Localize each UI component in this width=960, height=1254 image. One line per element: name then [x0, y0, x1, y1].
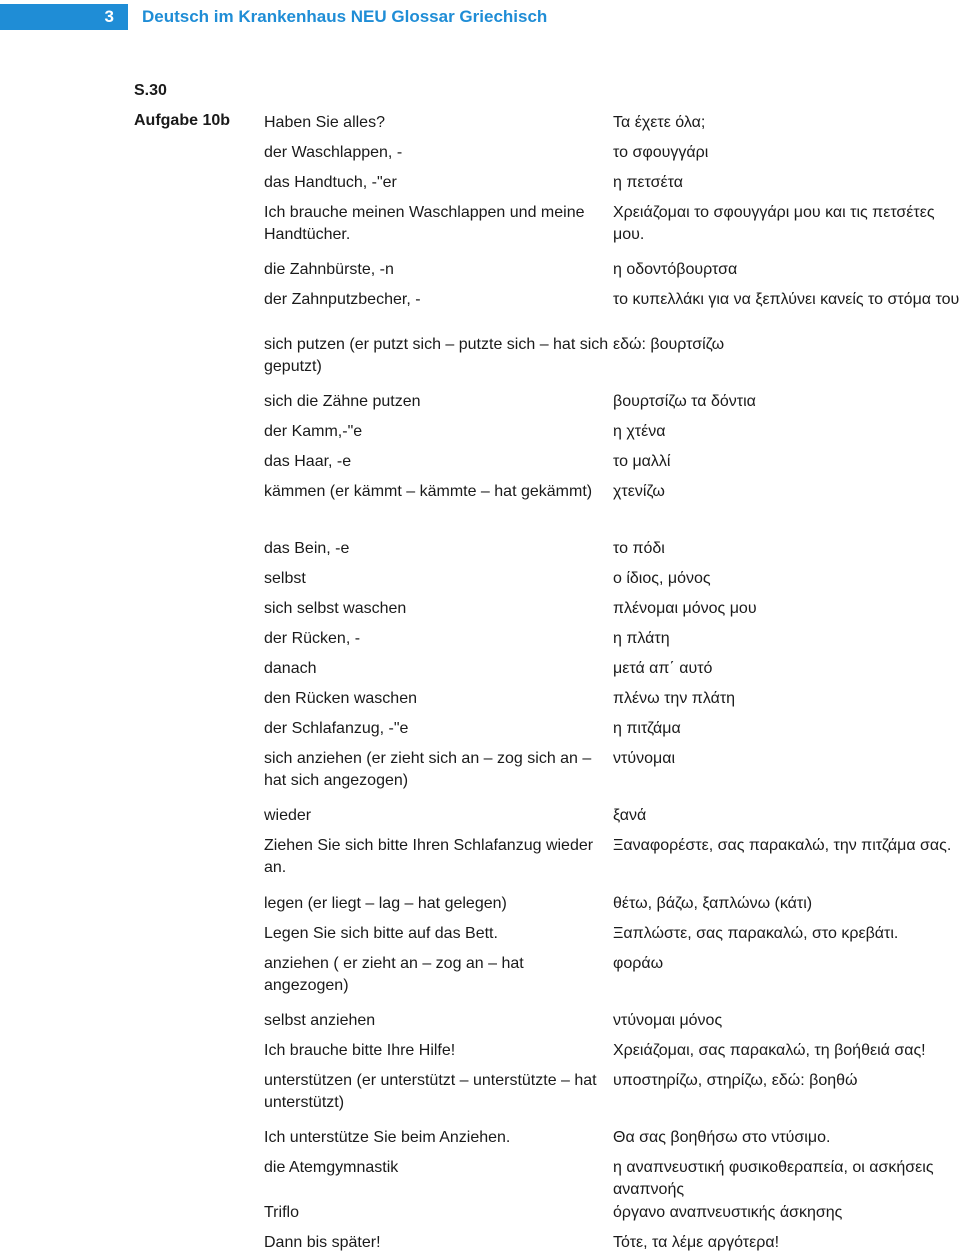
german-term: Dann bis später! [264, 1234, 381, 1251]
german-term: das Bein, -e [264, 540, 350, 557]
german-term: Ziehen Sie sich bitte Ihren Schlafanzug wieder an. [264, 837, 598, 876]
greek-translation: το σφουγγάρι [613, 144, 709, 161]
greek-translation: Ξαναφορέστε, σας παρακαλώ, την πιτζάμα σας. [613, 837, 952, 854]
greek-translation: ντύνομαι μόνος [613, 1012, 723, 1029]
german-term: Ich unterstütze Sie beim Anziehen. [264, 1129, 511, 1146]
german-term: der Schlafanzug, -"e [264, 720, 409, 737]
greek-translation: βουρτσίζω τα δόντια [613, 393, 756, 410]
german-term: anziehen ( er zieht an – zog an – hat angezogen) [264, 955, 529, 994]
german-term: unterstützen (er unterstützt – unterstützte – hat unterstützt) [264, 1072, 602, 1111]
german-term: das Haar, -e [264, 453, 352, 470]
greek-translation: Ξαπλώστε, σας παρακαλώ, στο κρεβάτι. [613, 925, 899, 942]
german-term: die Atemgymnastik [264, 1159, 399, 1176]
greek-translation: ντύνομαι [613, 750, 675, 767]
greek-translation: Θα σας βοηθήσω στο ντύσιμο. [613, 1129, 831, 1146]
german-term: sich putzen (er putzt sich – putzte sich – hat sich geputzt) [264, 336, 613, 375]
greek-translation: πλένω την πλάτη [613, 690, 736, 707]
greek-translation: το πόδι [613, 540, 665, 557]
german-term: der Waschlappen, - [264, 144, 403, 161]
german-term: den Rücken waschen [264, 690, 417, 707]
german-term: Legen Sie sich bitte auf das Bett. [264, 925, 498, 942]
greek-translation: μετά απ΄ αυτό [613, 660, 713, 677]
greek-translation: πλένομαι μόνος μου [613, 600, 757, 617]
german-term: der Kamm,-"e [264, 423, 363, 440]
greek-translation: φοράω [613, 955, 664, 972]
task-label: Aufgabe 10b [134, 112, 231, 129]
greek-translation: θέτω, βάζω, ξαπλώνω (κάτι) [613, 895, 813, 912]
greek-translation: η οδοντόβουρτσα [613, 261, 738, 278]
german-term: selbst [264, 570, 306, 587]
greek-translation: η χτένα [613, 423, 666, 440]
german-term: die Zahnbürste, -n [264, 261, 394, 278]
greek-translation: το μαλλί [613, 453, 671, 470]
german-term: sich anziehen (er zieht sich an – zog sich an – hat sich angezogen) [264, 750, 596, 789]
greek-translation: η πετσέτα [613, 174, 683, 191]
greek-translation: Τότε, τα λέμε αργότερα! [613, 1234, 780, 1251]
header-bar [0, 4, 960, 30]
german-term: der Zahnputzbecher, - [264, 291, 421, 308]
greek-translation: η πιτζάμα [613, 720, 681, 737]
document-title: Deutsch im Krankenhaus NEU Glossar Griechisch [142, 7, 548, 26]
german-term: das Handtuch, -"er [264, 174, 397, 191]
greek-translation: η πλάτη [613, 630, 670, 647]
german-term: der Rücken, - [264, 630, 361, 647]
greek-translation: χτενίζω [613, 483, 665, 500]
greek-translation: υποστηρίζω, στηρίζω, εδώ: βοηθώ [613, 1072, 858, 1089]
german-term: legen (er liegt – lag – hat gelegen) [264, 895, 507, 912]
german-term: selbst anziehen [264, 1012, 376, 1029]
greek-translation: Χρειάζομαι, σας παρακαλώ, τη βοήθειά σας! [613, 1042, 926, 1059]
german-term: Ich brauche bitte Ihre Hilfe! [264, 1042, 456, 1059]
greek-translation: εδώ: βουρτσίζω [613, 336, 725, 353]
greek-translation: Χρειάζομαι το σφουγγάρι μου και τις πετσέτες μου. [613, 204, 940, 243]
german-term: sich die Zähne putzen [264, 393, 421, 410]
german-term: kämmen (er kämmt – kämmte – hat gekämmt) [264, 483, 593, 500]
german-term: Triflo [264, 1204, 299, 1221]
greek-translation: ξανά [613, 807, 647, 824]
greek-translation: Τα έχετε όλα; [613, 114, 706, 131]
greek-translation: το κυπελλάκι για να ξεπλύνει κανείς το στόμα του [613, 291, 960, 308]
german-term: wieder [264, 807, 312, 824]
greek-translation: όργανο αναπνευστικής άσκησης [613, 1204, 843, 1221]
page-number: 3 [0, 4, 128, 30]
german-term: Haben Sie alles? [264, 114, 385, 131]
greek-translation: ο ίδιος, μόνος [613, 570, 711, 587]
german-term: danach [264, 660, 317, 677]
section-label: S.30 [134, 82, 167, 99]
greek-translation: η αναπνευστική φυσικοθεραπεία, οι ασκήσεις αναπνοής [613, 1159, 939, 1198]
german-term: Ich brauche meinen Waschlappen und meine Handtücher. [264, 204, 589, 243]
german-term: sich selbst waschen [264, 600, 407, 617]
